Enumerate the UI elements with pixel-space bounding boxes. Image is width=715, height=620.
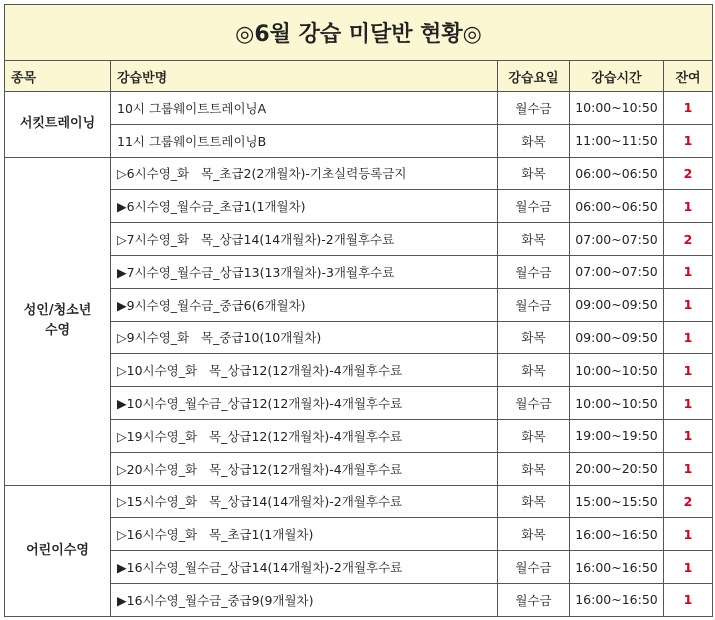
time-cell: 09:00~09:50	[570, 321, 664, 354]
day-cell: 월수금	[498, 190, 570, 223]
class-name-cell: 11시 그룹웨이트트레이닝B	[111, 124, 498, 157]
class-name-cell: ▶16시수영_월수금_중급9(9개월차)	[111, 583, 498, 616]
page-title: ◎6월 강습 미달반 현황◎	[5, 5, 713, 61]
day-cell: 화목	[498, 321, 570, 354]
remaining-cell: 2	[664, 157, 713, 190]
time-cell: 15:00~15:50	[570, 485, 664, 518]
schedule-table-wrapper	[4, 4, 712, 617]
remaining-cell: 1	[664, 92, 713, 125]
header-category: 종목	[5, 61, 111, 92]
header-class: 강습반명	[111, 61, 498, 92]
category-cell: 성인/청소년 수영	[5, 157, 111, 485]
table-row	[5, 321, 713, 354]
remaining-cell: 1	[664, 551, 713, 584]
table-row	[5, 255, 713, 288]
table-row	[5, 190, 713, 223]
day-cell: 화목	[498, 124, 570, 157]
table-row	[5, 124, 713, 157]
day-cell: 월수금	[498, 583, 570, 616]
table-row	[5, 485, 713, 518]
table-row	[5, 223, 713, 256]
day-cell: 월수금	[498, 92, 570, 125]
remaining-cell: 1	[664, 321, 713, 354]
table-row	[5, 419, 713, 452]
remaining-cell: 1	[664, 419, 713, 452]
table-row	[5, 583, 713, 616]
day-cell: 월수금	[498, 255, 570, 288]
time-cell: 10:00~10:50	[570, 387, 664, 420]
class-vacancy-table	[4, 4, 713, 617]
day-cell: 화목	[498, 452, 570, 485]
remaining-cell: 1	[664, 354, 713, 387]
category-cell: 어린이수영	[5, 485, 111, 616]
class-name-cell: ▷10시수영_화 목_상급12(12개월차)-4개월후수료	[111, 354, 498, 387]
class-name-cell: ▶7시수영_월수금_상급13(13개월차)-3개월후수료	[111, 255, 498, 288]
time-cell: 10:00~10:50	[570, 354, 664, 387]
table-row	[5, 452, 713, 485]
class-name-cell: 10시 그룹웨이트트레이닝A	[111, 92, 498, 125]
table-row	[5, 288, 713, 321]
class-name-cell: ▶6시수영_월수금_초급1(1개월차)	[111, 190, 498, 223]
time-cell: 16:00~16:50	[570, 518, 664, 551]
time-cell: 06:00~06:50	[570, 190, 664, 223]
class-name-cell: ▶10시수영_월수금_상급12(12개월차)-4개월후수료	[111, 387, 498, 420]
remaining-cell: 1	[664, 387, 713, 420]
table-row	[5, 387, 713, 420]
header-remaining: 잔여	[664, 61, 713, 92]
table-body	[5, 92, 713, 617]
time-cell: 07:00~07:50	[570, 255, 664, 288]
class-name-cell: ▷20시수영_화 목_상급12(12개월차)-4개월후수료	[111, 452, 498, 485]
class-name-cell: ▷7시수영_화 목_상급14(14개월차)-2개월후수료	[111, 223, 498, 256]
time-cell: 06:00~06:50	[570, 157, 664, 190]
class-name-cell: ▷15시수영_화 목_상급14(14개월차)-2개월후수료	[111, 485, 498, 518]
remaining-cell: 1	[664, 124, 713, 157]
header-row	[5, 61, 713, 92]
day-cell: 화목	[498, 518, 570, 551]
remaining-cell: 1	[664, 190, 713, 223]
category-cell: 서킷트레이닝	[5, 92, 111, 158]
day-cell: 화목	[498, 354, 570, 387]
time-cell: 20:00~20:50	[570, 452, 664, 485]
remaining-cell: 1	[664, 518, 713, 551]
day-cell: 화목	[498, 223, 570, 256]
class-name-cell: ▷16시수영_화 목_초급1(1개월차)	[111, 518, 498, 551]
time-cell: 07:00~07:50	[570, 223, 664, 256]
remaining-cell: 1	[664, 452, 713, 485]
table-row	[5, 92, 713, 125]
remaining-cell: 1	[664, 288, 713, 321]
day-cell: 화목	[498, 157, 570, 190]
time-cell: 09:00~09:50	[570, 288, 664, 321]
class-name-cell: ▷6시수영_화 목_초급2(2개월차)-기초실력등록금지	[111, 157, 498, 190]
time-cell: 16:00~16:50	[570, 551, 664, 584]
time-cell: 10:00~10:50	[570, 92, 664, 125]
class-name-cell: ▶9시수영_월수금_중급6(6개월차)	[111, 288, 498, 321]
remaining-cell: 1	[664, 255, 713, 288]
remaining-cell: 1	[664, 583, 713, 616]
class-name-cell: ▷9시수영_화 목_중급10(10개월차)	[111, 321, 498, 354]
time-cell: 11:00~11:50	[570, 124, 664, 157]
class-name-cell: ▶16시수영_월수금_상급14(14개월차)-2개월후수료	[111, 551, 498, 584]
table-row	[5, 518, 713, 551]
time-cell: 19:00~19:50	[570, 419, 664, 452]
table-row	[5, 354, 713, 387]
day-cell: 월수금	[498, 551, 570, 584]
table-row	[5, 551, 713, 584]
day-cell: 화목	[498, 485, 570, 518]
day-cell: 월수금	[498, 387, 570, 420]
day-cell: 월수금	[498, 288, 570, 321]
remaining-cell: 2	[664, 485, 713, 518]
table-row	[5, 157, 713, 190]
time-cell: 16:00~16:50	[570, 583, 664, 616]
header-day: 강습요일	[498, 61, 570, 92]
header-time: 강습시간	[570, 61, 664, 92]
remaining-cell: 2	[664, 223, 713, 256]
day-cell: 화목	[498, 419, 570, 452]
class-name-cell: ▷19시수영_화 목_상급12(12개월차)-4개월후수료	[111, 419, 498, 452]
